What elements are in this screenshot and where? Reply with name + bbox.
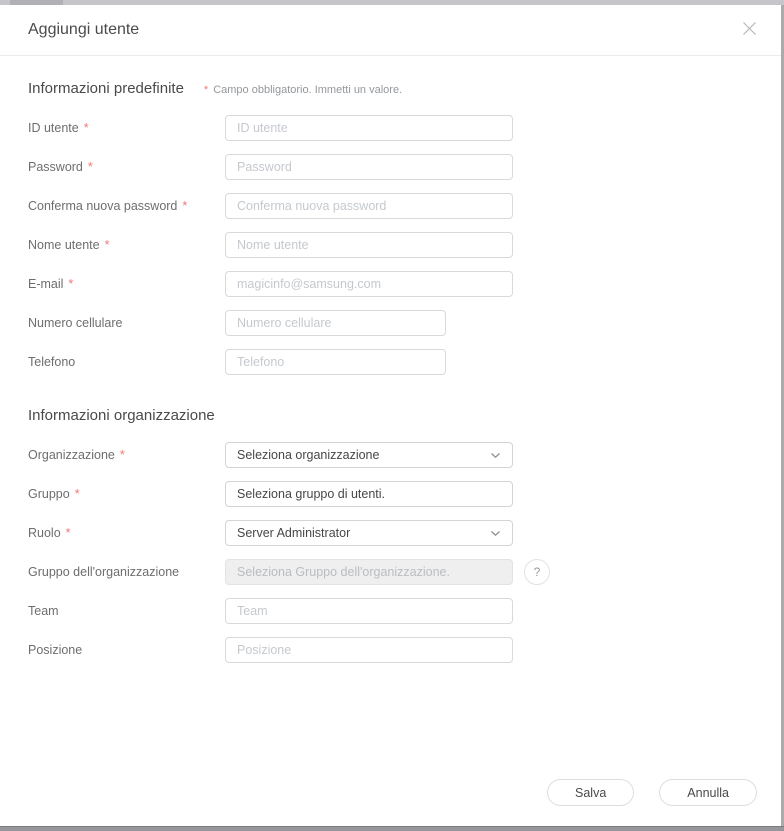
required-asterisk-icon: * (68, 277, 74, 291)
form-row-id-utente (28, 115, 753, 141)
organizzazione-select[interactable] (225, 442, 513, 468)
email-field[interactable] (225, 271, 513, 297)
dialog-header (0, 5, 781, 56)
section-title: Informazioni organizzazione (28, 407, 215, 424)
form-row-ruolo (28, 520, 753, 546)
field-label-nome-utente: Nome utente * (28, 238, 110, 252)
form-row-nome-utente (28, 232, 753, 258)
dialog-footer (547, 779, 757, 806)
form-row-organizzazione (28, 442, 753, 468)
field-label-team: Team (28, 604, 59, 618)
form-row-posizione (28, 637, 753, 663)
required-note-text: Campo obbligatorio. Immetti un valore. (213, 84, 403, 96)
required-asterisk-icon: * (182, 199, 188, 213)
form-row-conferma-nuova-password (28, 193, 753, 219)
section-organization-heading (28, 407, 753, 424)
help-button[interactable] (524, 559, 550, 585)
field-label-gruppo: Gruppo * (28, 487, 80, 501)
ruolo-select[interactable] (225, 520, 513, 546)
organizzazione-value: Seleziona organizzazione (237, 448, 380, 462)
close-icon (742, 21, 757, 39)
team-field[interactable] (225, 598, 513, 624)
dialog-body (0, 80, 781, 663)
chevron-down-icon (490, 452, 501, 459)
chevron-down-icon (490, 530, 501, 537)
form-row-email (28, 271, 753, 297)
required-asterisk-icon: * (104, 238, 110, 252)
form-row-team (28, 598, 753, 624)
required-asterisk-icon: * (83, 121, 89, 135)
field-label-numero-cellulare: Numero cellulare (28, 316, 123, 330)
section-title: Informazioni predefinite (28, 80, 184, 97)
id-utente-field[interactable] (225, 115, 513, 141)
form-row-gruppo-organizzazione (28, 559, 753, 585)
form-row-gruppo (28, 481, 753, 507)
page-background-bottom (0, 826, 784, 831)
telefono-field[interactable] (225, 349, 446, 375)
field-label-posizione: Posizione (28, 643, 83, 657)
section-organization-fields (28, 442, 753, 663)
form-row-password (28, 154, 753, 180)
required-asterisk-icon: * (203, 84, 209, 96)
close-button[interactable] (739, 20, 759, 40)
field-label-telefono: Telefono (28, 355, 76, 369)
gruppo-value: Seleziona gruppo di utenti. (237, 487, 386, 501)
ruolo-value: Server Administrator (237, 526, 351, 540)
question-mark-icon: ? (533, 565, 541, 579)
field-label-conferma-nuova-password: Conferma nuova password * (28, 199, 188, 213)
section-default-info-heading (28, 80, 753, 97)
nome-utente-field[interactable] (225, 232, 513, 258)
section-default-info-fields (28, 115, 753, 375)
required-asterisk-icon: * (87, 160, 93, 174)
posizione-field[interactable] (225, 637, 513, 663)
field-label-email: E-mail * (28, 277, 74, 291)
conferma-nuova-password-field[interactable] (225, 193, 513, 219)
numero-cellulare-field[interactable] (225, 310, 446, 336)
required-asterisk-icon: * (74, 487, 80, 501)
gruppo-organizzazione-field (225, 559, 513, 585)
field-label-organizzazione: Organizzazione * (28, 448, 125, 462)
field-label-gruppo-organizzazione: Gruppo dell'organizzazione (28, 565, 180, 579)
save-button[interactable]: Salva (547, 779, 634, 806)
dialog-title: Aggiungi utente (28, 21, 140, 38)
cancel-button[interactable]: Annulla (659, 779, 757, 806)
field-label-password: Password * (28, 160, 93, 174)
password-field[interactable] (225, 154, 513, 180)
field-label-ruolo: Ruolo * (28, 526, 71, 540)
add-user-dialog (0, 5, 781, 826)
required-asterisk-icon: * (65, 526, 71, 540)
required-asterisk-icon: * (119, 448, 125, 462)
required-note (204, 84, 402, 96)
form-row-telefono (28, 349, 753, 375)
field-label-id-utente: ID utente * (28, 121, 89, 135)
form-row-numero-cellulare (28, 310, 753, 336)
gruppo-picker[interactable] (225, 481, 513, 507)
